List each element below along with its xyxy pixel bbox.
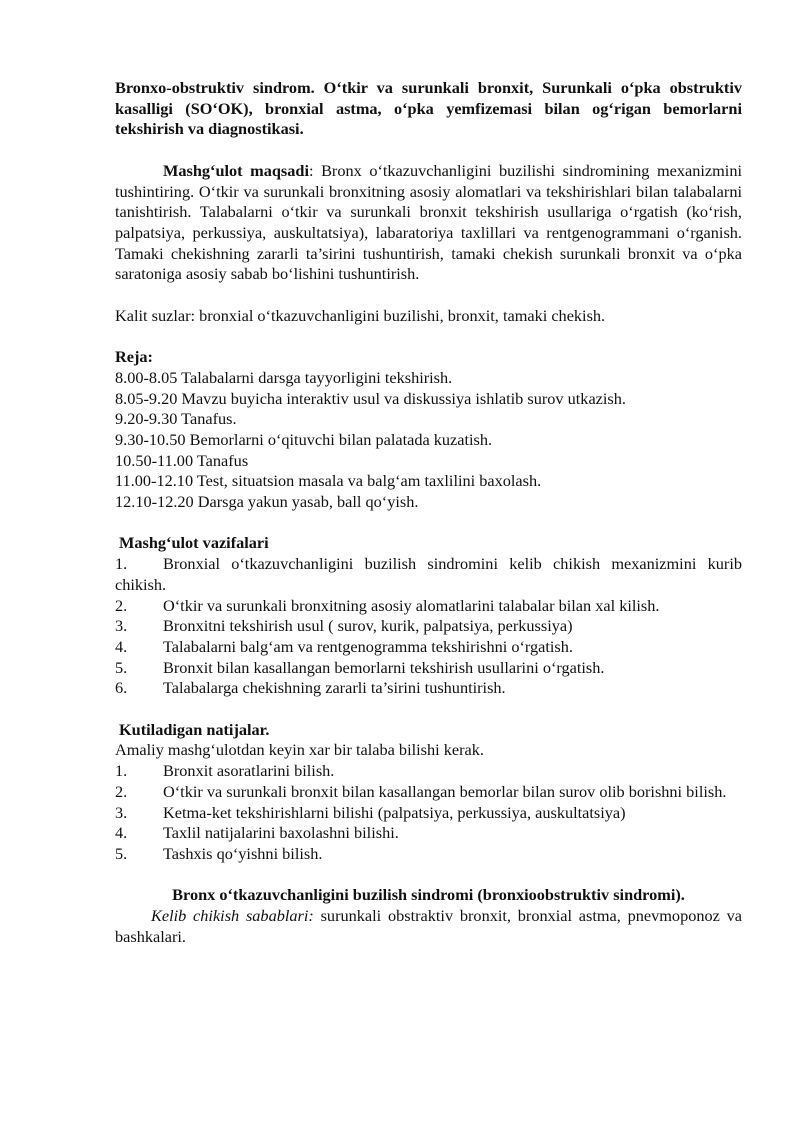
list-item [115, 554, 742, 595]
list-item [115, 658, 742, 679]
list-item [115, 596, 742, 617]
list-item [115, 637, 742, 658]
plan-item: 11.00-12.10 Test, situatsion masala va balg‘am taxlilini baxolash. [115, 471, 542, 491]
goal-label: Mashg‘ulot maqsadi [163, 160, 309, 180]
item-text: Bronxit asoratlarini bilish. [163, 761, 335, 781]
list-item [115, 616, 742, 637]
spacer [115, 140, 742, 161]
document-title: Bronxo-obstruktiv sindrom. O‘tkir va surunkali bronxit, Surunkali o‘pka obstruktiv kasalligi (SO‘OK), bronxial astma, o‘pka yemfizemasi bilan og‘rigan bemorlarni tekshirish va diagnostikasi. [115, 78, 742, 139]
item-number: 5. [115, 657, 128, 677]
plan-item: 12.10-12.20 Darsga yakun yasab, ball qo‘yish. [115, 492, 419, 512]
item-text: Bronxitni tekshirish usul ( surov, kurik, palpatsiya, perkussiya) [163, 616, 573, 636]
item-number: 4. [115, 823, 128, 843]
results-intro: Amaliy mashg‘ulotdan keyin xar bir talaba bilishi kerak. [115, 740, 484, 760]
item-text: Tashxis qo‘yishni bilish. [163, 843, 323, 863]
list-item [115, 844, 742, 865]
item-text: Bronxial o‘tkazuvchanligini buzilish sindromini kelib chikish mexanizmini kurib chikish. [115, 554, 742, 594]
tasks-list [115, 554, 742, 699]
item-number: 2. [115, 781, 128, 801]
spacer [115, 326, 742, 347]
item-number: 6. [115, 678, 128, 698]
item-text: O‘tkir va surunkali bronxitning asosiy alomatlarini talabalar bilan xal kilish. [163, 595, 660, 615]
item-number: 4. [115, 636, 128, 656]
list-item [115, 803, 742, 824]
list-item [115, 823, 742, 844]
causes-text: surunkali obstraktiv bronxit, bronxial astma, pnevmoponoz va bashkalari. [115, 906, 743, 946]
causes-paragraph [115, 906, 742, 947]
plan-item: 10.50-11.00 Tanafus [115, 450, 249, 470]
spacer [115, 699, 742, 720]
item-number: 2. [115, 595, 128, 615]
plan-item: 9.30-10.50 Bemorlarni o‘qituvchi bilan palatada kuzatish. [115, 429, 493, 449]
item-number: 1. [115, 554, 128, 574]
plan-heading: Reja: [115, 347, 153, 367]
item-text: Talabalarni balg‘am va rentgenogramma tekshirishni o‘rgatish. [163, 636, 573, 656]
plan-item: 8.00-8.05 Talabalarni darsga tayyorligini tekshirish. [115, 367, 453, 387]
plan-item: 9.20-9.30 Tanafus. [115, 409, 237, 429]
keywords-line: Kalit suzlar: bronxial o‘tkazuvchanligini buzilishi, bronxit, tamaki chekish. [115, 305, 606, 325]
item-number: 3. [115, 802, 128, 822]
item-text: Ketma-ket tekshirishlarni bilishi (palpatsiya, perkussiya, auskultatsiya) [163, 802, 626, 822]
results-heading: Kutiladigan natijalar. [119, 719, 270, 739]
plan-list [115, 368, 742, 513]
item-number: 1. [115, 761, 128, 781]
section-heading: Bronx o‘tkazuvchanligini buzilish sindromi (bronxioobstruktiv sindromi). [172, 885, 685, 905]
spacer [115, 285, 742, 306]
list-item [115, 678, 742, 699]
item-text: Bronxit bilan kasallangan bemorlarni tekshirish usullarini o‘rgatish. [163, 657, 605, 677]
plan-item: 8.05-9.20 Mavzu buyicha interaktiv usul va diskussiya ishlatib surov utkazish. [115, 388, 626, 408]
document-page [115, 78, 742, 947]
spacer [115, 513, 742, 534]
list-item [115, 782, 742, 803]
goal-text: : Bronx o‘tkazuvchanligini buzilishi sindromining mexanizmini tushintiring. O‘tkir va surunkali bronxitning asosiy alomatlari va tekshirishlari bilan talabalarni tanishtirish. Talabalarni o‘tkir va surunkali bronxit tekshirish usullariga o‘rgatish (ko‘rish, palpatsiya, perkussiya, auskultatsiya), labaratoriya taxlillari va rentgenogrammani o‘rganish. Tamaki chekishning zararli ta’sirini tushuntirish, tamaki chekish surunkali bronxit va o‘pka saratoniga asosiy sabab bo‘lishini tushuntirish. [115, 160, 742, 284]
item-text: Talabalarga chekishning zararli ta’sirini tushuntirish. [163, 678, 506, 698]
item-text: O‘tkir va surunkali bronxit bilan kasallangan bemorlar bilan surov olib borishni bilish. [163, 781, 727, 801]
causes-label: Kelib chikish sabablari: [151, 906, 314, 926]
goal-paragraph [115, 161, 742, 285]
item-number: 3. [115, 616, 128, 636]
item-number: 5. [115, 843, 128, 863]
results-list [115, 761, 742, 865]
tasks-heading: Mashg‘ulot vazifalari [119, 533, 269, 553]
spacer [115, 865, 742, 886]
list-item [115, 761, 742, 782]
item-text: Taxlil natijalarini baxolashni bilishi. [163, 823, 399, 843]
